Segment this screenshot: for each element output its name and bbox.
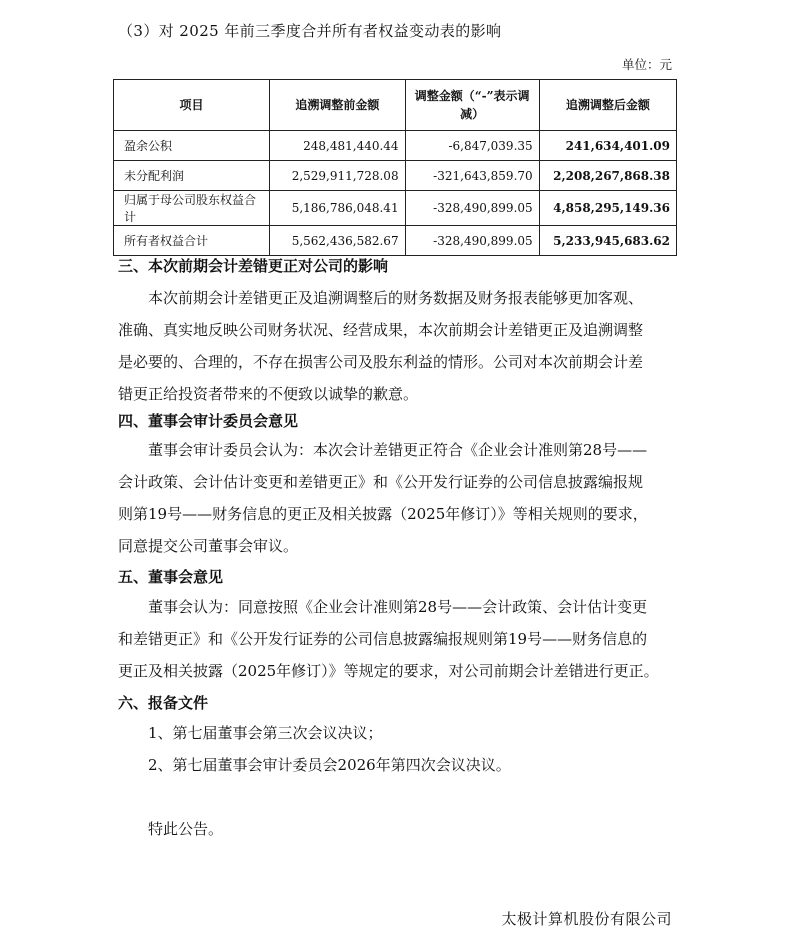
header-item: 项目 [114,80,270,131]
header-adjustment: 调整金额（“-”表示调减） [405,80,539,131]
filing-item: 1、第七届董事会第三次会议决议； [148,724,383,742]
header-before-adjustment: 追溯调整前金额 [270,80,405,131]
paragraph-line: 准确、真实地反映公司财务状况、经营成果，本次前期会计差错更正及追溯调整 [118,321,644,339]
unit-label: 单位：元 [621,57,672,72]
row-item: 所有者权益合计 [114,226,270,256]
paragraph-line: 董事会审计委员会认为：本次会计差错更正符合《企业会计准则第28号—— [148,441,648,459]
table-row [114,226,677,256]
row-after: 5,233,945,683.62 [539,226,676,256]
row-before: 2,529,911,728.08 [270,161,405,191]
paragraph-line: 同意提交公司董事会审议。 [118,537,299,555]
section-body-board [118,591,678,687]
row-adjustment: -321,643,859.70 [405,161,539,191]
row-adjustment: -6,847,039.35 [405,131,539,161]
table-row [114,131,677,161]
row-after: 2,208,267,868.38 [539,161,676,191]
paragraph-line: 错更正给投资者带来的不便致以诚挚的歉意。 [118,385,419,403]
row-after: 241,634,401.09 [539,131,676,161]
row-before: 5,186,786,048.41 [270,191,405,226]
paragraph-line: 是必要的、合理的，不存在损害公司及股东利益的情形。公司对本次前期会计差 [118,353,644,371]
section-body-audit-committee [118,434,678,562]
paragraph-line: 董事会认为：同意按照《企业会计准则第28号——会计政策、会计估计变更 [148,598,648,616]
closing-statement: 特此公告。 [148,820,224,838]
row-item: 盈余公积 [114,131,270,161]
section-body-impact [118,282,678,410]
company-signature: 太极计算机股份有限公司 [501,910,672,928]
table-header-row [114,80,677,131]
section-subtitle: （3）对 2025 年前三季度合并所有者权益变动表的影响 [118,22,502,40]
equity-impact-table [113,79,677,256]
row-item: 未分配利润 [114,161,270,191]
paragraph-line: 更正及相关披露（2025年修订）》等规定的要求，对公司前期会计差错进行更正。 [118,662,659,680]
row-item: 归属于母公司股东权益合计 [114,191,270,226]
table-row [114,161,677,191]
filing-item: 2、第七届董事会审计委员会2026年第四次会议决议。 [148,756,511,774]
row-before: 5,562,436,582.67 [270,226,405,256]
section-heading-filing-documents: 六、报备文件 [118,694,209,712]
paragraph-line: 本次前期会计差错更正及追溯调整后的财务数据及财务报表能够更加客观、 [148,289,644,307]
row-adjustment: -328,490,899.05 [405,191,539,226]
paragraph-line: 会计政策、会计估计变更和差错更正》和《公开发行证券的公司信息披露编报规 [118,473,644,491]
row-before: 248,481,440.44 [270,131,405,161]
row-after: 4,858,295,149.36 [539,191,676,226]
section-heading-board: 五、董事会意见 [118,568,224,586]
section-heading-audit-committee: 四、董事会审计委员会意见 [118,412,299,430]
section-heading-impact: 三、本次前期会计差错更正对公司的影响 [118,257,389,275]
paragraph-line: 则第19号——财务信息的更正及相关披露（2025年修订）》等相关规则的要求， [118,505,648,523]
table-row [114,191,677,226]
paragraph-line: 和差错更正》和《公开发行证券的公司信息披露编报规则第19号——财务信息的 [118,630,648,648]
header-after-adjustment: 追溯调整后金额 [539,80,676,131]
row-adjustment: -328,490,899.05 [405,226,539,256]
